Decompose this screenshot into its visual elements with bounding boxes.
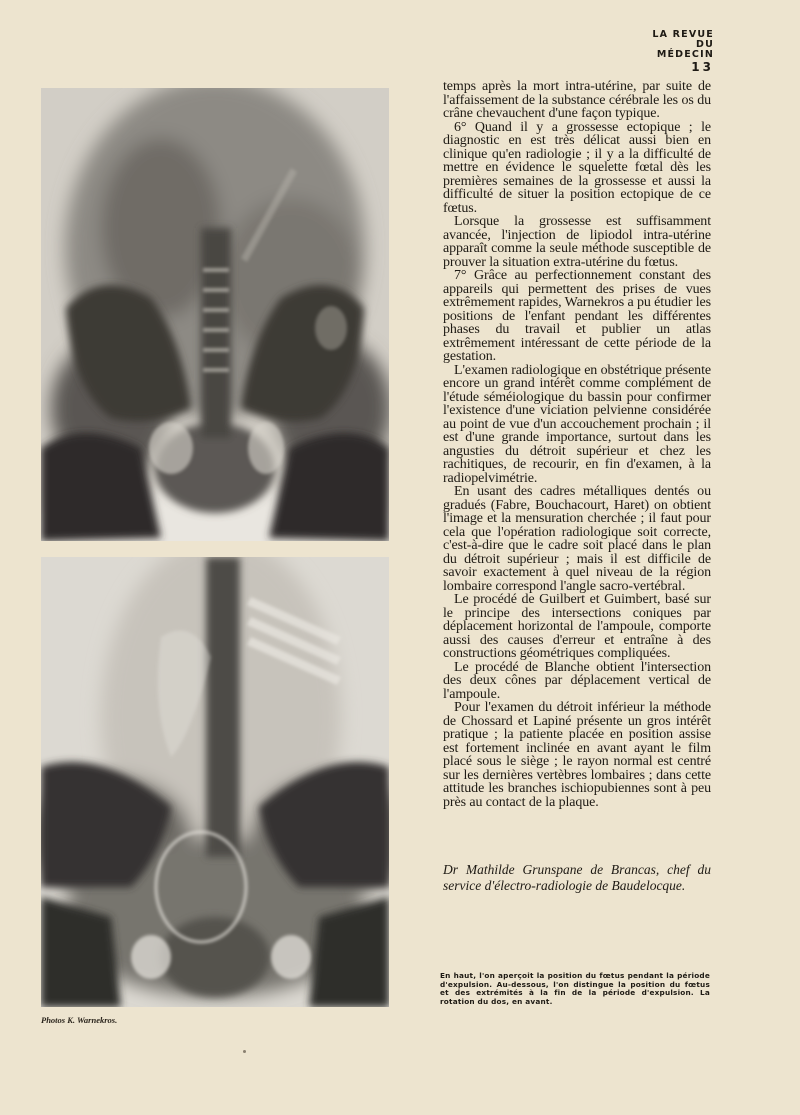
figure-caption: En haut, l'on aperçoit la position du fœtus pendant la période d'expulsion. Au-dessous, l'on distingue la position du fœtus et des extrémités à la fin de la période d'expulsion. La rotation du dos, en avant. bbox=[440, 971, 710, 1006]
article-paragraph: Le procédé de Guilbert et Guimbert, basé sur le principe des intersections coniques par déplacement horizontal de l'ampoule, comporte aussi des causes d'erreur et entraîne à des constructions géométriques compliquées. bbox=[443, 592, 711, 661]
print-speck bbox=[243, 1050, 246, 1053]
page-number: 13 bbox=[691, 60, 714, 74]
article-paragraph: Lorsque la grossesse est suffisamment avancée, l'injection de lipiodol intra-utérine apparaît comme la seule méthode susceptible de prouver la situation extra-utérine du fœtus. bbox=[443, 214, 711, 270]
article-paragraph: 7° Grâce au perfectionnement constant des appareils qui permettent des prises de vues extrêmement rapides, Warnekros a pu étudier les positions de l'enfant pendant les différentes phases du travail et publier un atlas extrêmement intéressant de cette période de la gestation. bbox=[443, 268, 711, 364]
masthead-title-line3: MÉDECIN bbox=[656, 49, 714, 60]
article-paragraph: L'examen radiologique en obstétrique présente encore un grand intérêt comme complément de l'étude séméiologique du bassin pour confirmer l'existence d'une viciation pelvienne considérée au point de vue d'un accouchement prochain ; il est d'une grande importance, surtout dans les angusties du détroit supérieur et chez les rachitiques, de recourir, en fin d'examen, à la radiopelvimétrie. bbox=[443, 362, 711, 486]
masthead bbox=[624, 30, 714, 72]
article-body bbox=[443, 80, 711, 809]
article-paragraph: temps après la mort intra-utérine, par suite de l'affaissement de la substance cérébrale les os du crâne chevauchent d'une façon typique. bbox=[443, 79, 711, 121]
article-paragraph: Le procédé de Blanche obtient l'intersection des deux cônes par déplacement vertical de l'ampoule. bbox=[443, 659, 711, 702]
article-paragraph: Pour l'examen du détroit inférieur la méthode de Chossard et Lapiné présente un gros intérêt pratique ; la patiente placée en position assise est fortement inclinée en avant ayant le film placé sous le siège ; le rayon normal est centré sur les dernières vertèbres lombaires ; dans cette attitude les branches ischiopubiennes sont à peu près au contact de la plaque. bbox=[443, 700, 711, 810]
article-paragraph: 6° Quand il y a grossesse ectopique ; le diagnostic en est très délicat aussi bien en clinique qu'en radiologie ; il y a la difficulté de mettre en évidence le squelette fœtal dès les premières semaines de la grossesse et aussi la difficulté de situer la position ectopique de ce fœtus. bbox=[443, 119, 711, 216]
xray-photo-top bbox=[41, 88, 389, 541]
masthead-title-line1: LA REVUE bbox=[652, 29, 714, 40]
photo-credit: Photos K. Warnekros. bbox=[41, 1015, 118, 1025]
xray-photo-bottom bbox=[41, 557, 389, 1007]
author-signature: Dr Mathilde Grunspane de Brancas, chef du service d'électro-radiologie de Baudelocque. bbox=[443, 862, 711, 893]
article-paragraph: En usant des cadres métalliques dentés ou gradués (Fabre, Bouchacourt, Haret) on obtient l'image et la mensuration cherchée ; il faut pour cela que l'opération radiologique soit correcte, c'est-à-dire que le cadre soit placé dans le plan du détroit supérieur ; mais il est difficile de savoir exactement à quel niveau de la région lombaire correspond l'angle sacro-vertébral. bbox=[443, 484, 711, 594]
masthead-title-line2: DU bbox=[696, 39, 714, 50]
